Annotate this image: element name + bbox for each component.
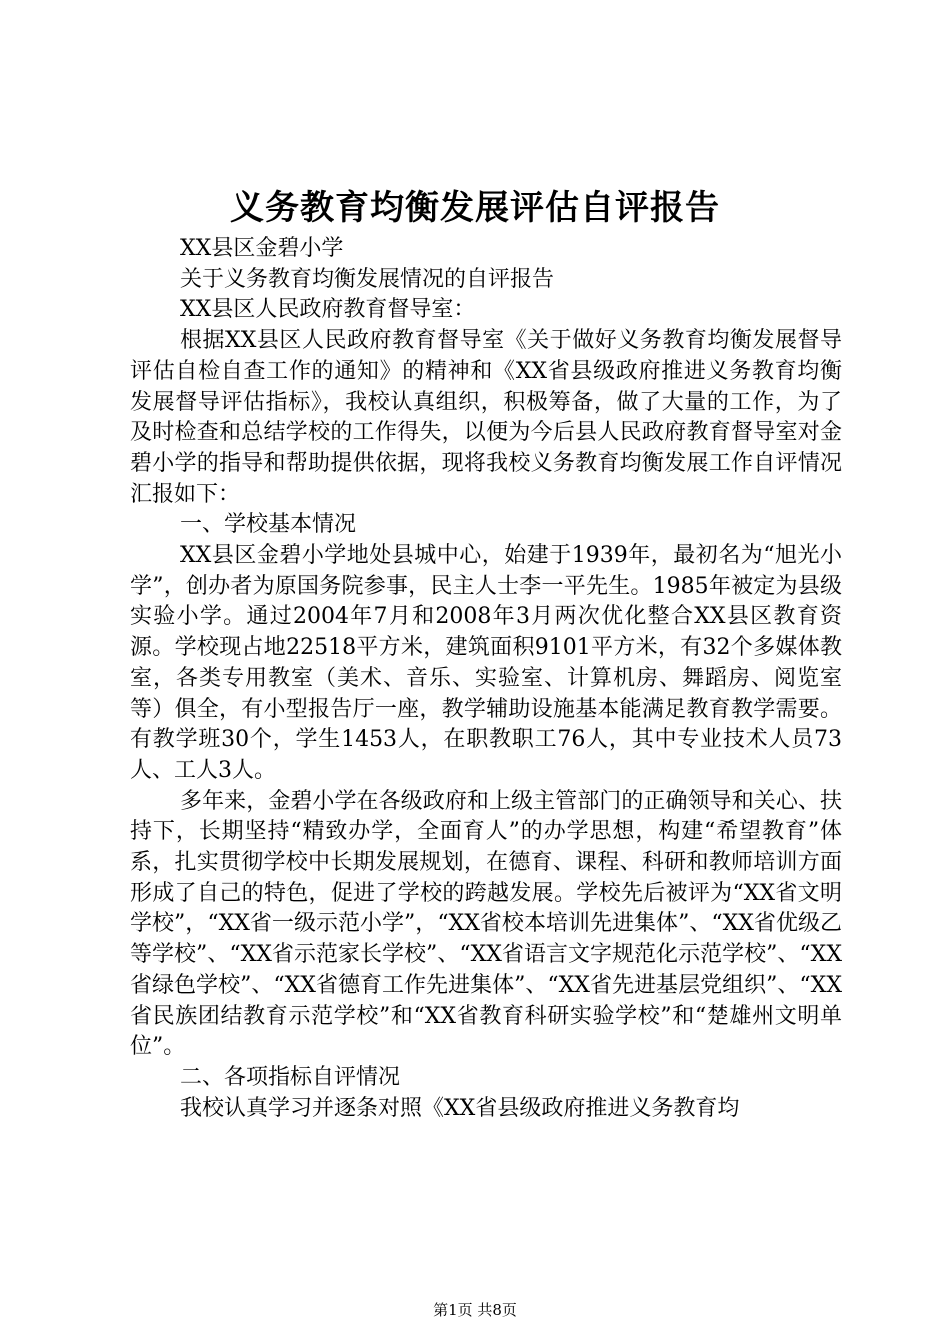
basic-info-paragraph: XX县区金碧小学地处县城中心，始建于1939年，最初名为“旭光小学”，创办者为原国务院参事，民主人士李一平先生。1985年被定为县级实验小学。通过2004年7月和2008年3月两次优化整合XX县区教育资源。学校现占地22518平方米，建筑面积9101平方米，有32个多媒体教室，各类专用教室（美术、音乐、实验室、计算机房、舞蹈房、阅览室等）俱全，有小型报告厅一座，教学辅助设施基本能满足教育教学需要。有教学班30个，学生1453人，在职教职工76人，其中专业技术人员73人、工人3人。: [130, 543, 842, 783]
achievements-paragraph: 多年来，金碧小学在各级政府和上级主管部门的正确领导和关心、扶持下，长期坚持“精致办学，全面育人”的办学思想，构建“希望教育”体系，扎实贯彻学校中长期发展规划，在德育、课程、科研和教师培训方面形成了自己的特色，促进了学校的跨越发展。学校先后被评为“XX省文明学校”，“XX省一级示范小学”，“XX省校本培训先进集体”、“XX省优级乙等学校”、“XX省示范家长学校”、“XX省语言文字规范化示范学校”、“XX省绿色学校”、“XX省德育工作先进集体”、“XX省先进基层党组织”、“XX省民族团结教育示范学校”和“XX省教育科研实验学校”和“楚雄州文明单位”。: [130, 788, 842, 1060]
page-number-footer: 第1页 共8页: [433, 1301, 517, 1319]
report-subtitle: 关于义务教育均衡发展情况的自评报告: [180, 266, 555, 292]
school-name-line: XX县区金碧小学: [180, 236, 344, 261]
section-heading-basic-info: 一、学校基本情况: [180, 512, 357, 538]
section-heading-self-evaluation: 二、各项指标自评情况: [180, 1064, 401, 1090]
document-title: 义务教育均衡发展评估自评报告: [230, 188, 720, 228]
addressee-line: XX县区人民政府教育督导室：: [180, 297, 476, 323]
document-body: [130, 234, 842, 1124]
intro-paragraph: 根据XX县区人民政府教育督导室《关于做好义务教育均衡发展督导评估自检自查工作的通知》的精神和《XX省县级政府推进义务教育均衡发展督导评估指标》，我校认真组织，积极筹备，做了大量的工作，为了及时检查和总结学校的工作得失，以便为今后县人民政府教育督导室对金碧小学的指导和帮助提供依据，现将我校义务教育均衡发展工作自评情况汇报如下：: [130, 328, 842, 507]
self-evaluation-paragraph: 我校认真学习并逐条对照《XX省县级政府推进义务教育均: [180, 1095, 740, 1121]
